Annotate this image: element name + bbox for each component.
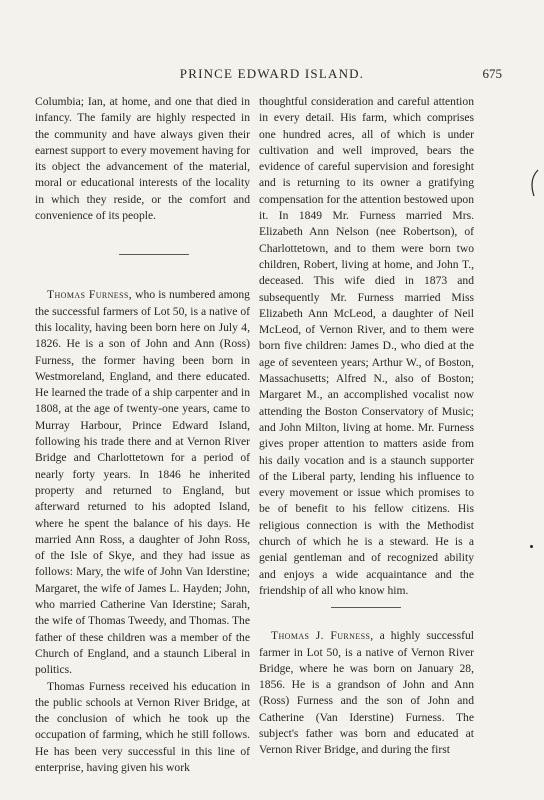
entry-text: who is numbered among the successful farmers of Lot 50, is a native of this locality, having been born here on July 4, 1826. He is a son of John and Ann (Ross) Furness, the former having been born in Westmoreland, England, and there educated. He learned the trade of a ship carpenter and in 1808, at the age of twenty-one years, came to Murray Harbour, Prince Edward Island, following his trade there and at Vernon River Bridge and Charlottetown for a period of nearly forty years. In 1846 he inherited property and returned to England, but afterward returned to his adopted Island, where he spent the balance of his days. He married Ann Ross, a daughter of John Ross, of the Isle of Skye, and they had issue as follows: Mary, the wife of John Van Iderstine; Margaret, the wife of James L. Hayden; John, who married Catherine Van Iderstine; Sarah, the wife of Thomas Tweedy, and Thomas. The father of these children was a member of the Church of England, and a staunch Liberal in politics.: [35, 288, 250, 677]
margin-pen-mark: [528, 168, 542, 198]
right-column: [259, 94, 474, 759]
entry-text: a highly successful farmer in Lot 50, is a native of Vernon River Bridge, where he was born on January 28, 1856. He is a grandson of John and Ann (Ross) Furness and the son of John and Catherine (Van Iderstine) Furness. The subject's father was born and educated at Vernon River Bridge, and during the first: [259, 629, 474, 757]
continuation-paragraph: Columbia; Ian, at home, and one that died in infancy. The family are highly respected in the community and have always given their earnest support to every movement having for its object the advancement of the material, moral or educational interests of the locality in which they reside, or the comfort and convenience of its people.: [35, 95, 250, 223]
continuation-paragraph: thoughtful consideration and careful attention in every detail. His farm, which comprises one hundred acres, all of which is under cultivation and well improved, bears the evidence of careful supervision and foresight and is returning to its owner a gratifying compensation for the attention bestowed upon it. In 1849 Mr. Furness married Mrs. Elizabeth Ann Nelson (nee Robertson), of Charlottetown, and to them were born two children, Robert, living at home, and John T., deceased. This wife died in 1873 and subsequently Mr. Furness married Miss Elizabeth Ann McLeod, a daughter of Neil McLeod, of Vernon River, and to them were born five children: James D., who died at the age of seventeen years; Arthur W., of Boston, Massachusetts; Alfred N., also of Boston; Margaret M., an accomplished vocalist now attending the Boston Conservatory of Music; and John Milton, living at home. Mr. Furness gives proper attention to matters aside from his daily vocation and is a staunch supporter of the Liberal party, lending his influence to every movement or issue which promises to be of benefit to his fellow citizens. His religious connection is with the Methodist church of which he is a steward. He is a genial gentleman and of recognized ability and enjoys a wide acquaintance and the friendship of all who know him.: [259, 95, 474, 597]
left-column: [35, 94, 250, 776]
page-number: 675: [482, 66, 502, 81]
section-divider: [119, 254, 189, 255]
running-head: PRINCE EDWARD ISLAND.: [179, 66, 365, 81]
body-paragraph: Thomas Furness received his education in the public schools at Vernon River Bridge, at the conclusion of which he took up the occupation of farming, which he still follows. He has been very successful in this line of enterprise, having given his work: [35, 679, 250, 774]
section-divider: [331, 607, 401, 608]
entry-name: Thomas J. Furness,: [271, 629, 374, 643]
entry-paragraph: [259, 628, 474, 758]
entry-name: Thomas Furness,: [47, 288, 133, 302]
entry-paragraph: [35, 287, 250, 678]
ink-speck: [530, 545, 533, 548]
